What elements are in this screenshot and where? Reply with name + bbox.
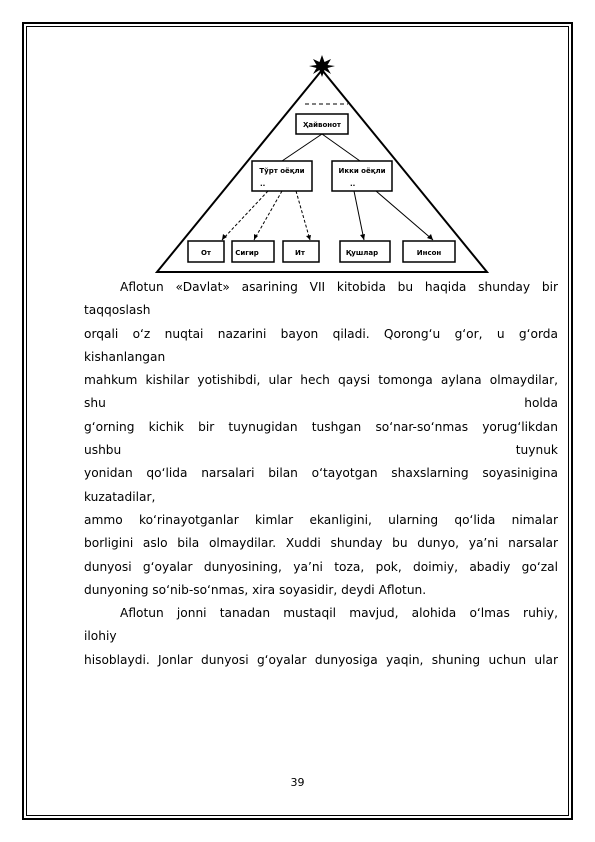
text-line: kishanlangan (84, 349, 166, 364)
body-text (84, 276, 558, 672)
classification-diagram (150, 50, 490, 275)
paragraph-1 (84, 276, 558, 602)
text-line: mahkum kishilar yotishibdi, ular hech qaysi tomonga aylana olmaydilar, (84, 373, 558, 388)
arrow-left-to-leaf2 (254, 191, 282, 240)
text-line: dunyosi g‘oyalar dunyosining, ya’ni toza, pok, doimiy, abadiy go‘zal (84, 559, 558, 574)
leaf-label-5: Инсон (416, 249, 442, 257)
leaf-label-1: От (200, 249, 212, 257)
connector-top-right (322, 134, 360, 161)
arrowhead-leaf5 (427, 234, 433, 240)
node-right-group-mark: .. (350, 180, 356, 188)
node-right-group-label: Икки оёқли (338, 167, 386, 175)
text-line: yonidan qo‘lida narsalari bilan o‘tayotgan shaxslarning soyasinigina (84, 466, 558, 481)
node-top-label: Ҳайвонот (303, 121, 341, 129)
text-line: borligini aslo bila olmaydilar. Xuddi shunday bu dunyo, ya’ni narsalar (84, 536, 558, 551)
text-line: hisoblaydi. Jonlar dunyosi g‘oyalar dunyosiga yaqin, shuning uchun ular (84, 652, 558, 667)
text-line: taqqoslash (84, 303, 151, 318)
arrow-left-to-leaf3 (296, 191, 310, 240)
arrow-right-to-leaf4 (354, 191, 364, 240)
paragraph-2 (84, 602, 558, 672)
text-line: ammo ko‘rinayotganlar kimlar ekanligini, ularning qo‘lida nimalar (84, 512, 558, 527)
leaf-label-3: Ит (295, 249, 305, 257)
text-line: g‘orning kichik bir tuynugidan tushgan so‘nar-so‘nmas yorug‘likdan (84, 419, 558, 434)
connector-top-left (282, 134, 322, 161)
text-line: shu holda (84, 396, 558, 411)
text-line: dunyoning so‘nib-so‘nmas, xira soyasidir, deydi Aflotun. (84, 582, 427, 597)
arrow-left-to-leaf1 (222, 191, 268, 240)
leaf-label-4: Қушлар (345, 249, 379, 257)
text-line: ilohiy (84, 629, 117, 644)
text-line: Aflotun «Davlat» asarining VII kitobida bu haqida shunday bir (120, 280, 558, 294)
text-line: kuzatadilar, (84, 489, 156, 504)
text-line: orqali o‘z nuqtai nazarini bayon qiladi. Qorong‘u g‘or, u g‘orda (84, 326, 558, 341)
star-icon (309, 55, 335, 77)
text-line: ushbu tuynuk (84, 443, 558, 458)
diagram-svg (150, 50, 490, 275)
leaf-label-2: Сигир (235, 249, 259, 257)
arrow-right-to-leaf5 (376, 191, 433, 240)
node-right-group-box (332, 161, 392, 191)
node-left-group-label: Тўрт оёқли (259, 167, 305, 175)
text-line: Aflotun jonni tanadan mustaqil mavjud, alohida o‘lmas ruhiy, (120, 606, 558, 621)
node-left-group-mark: .. (260, 180, 266, 188)
page-number: 39 (290, 776, 305, 789)
